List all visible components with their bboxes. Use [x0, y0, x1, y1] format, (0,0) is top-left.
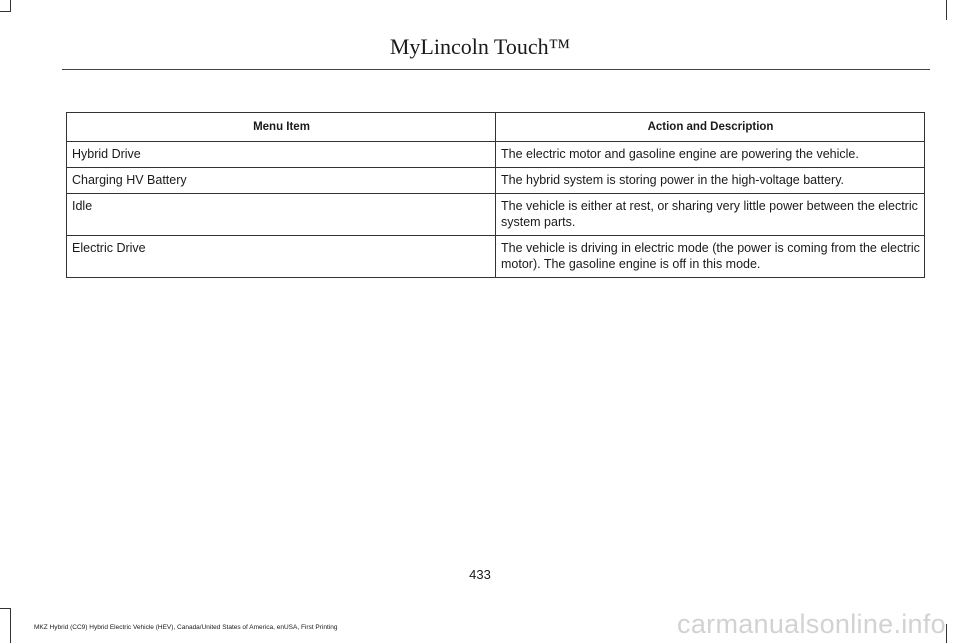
description-cell: The hybrid system is storing power in the high-voltage battery. — [496, 168, 925, 194]
column-header-menu-item: Menu Item — [67, 113, 496, 142]
menu-table — [66, 112, 925, 278]
column-header-description: Action and Description — [496, 113, 925, 142]
watermark-text: carmanualsonline.info — [677, 609, 946, 639]
crop-mark — [946, 624, 947, 643]
table-row — [67, 236, 925, 278]
page-number: 433 — [469, 567, 491, 582]
table-header-row — [67, 113, 925, 142]
crop-mark — [10, 608, 11, 643]
table-row — [67, 194, 925, 236]
description-cell: The vehicle is either at rest, or sharing very little power between the electric system parts. — [496, 194, 925, 236]
table-row — [67, 168, 925, 194]
header-divider — [62, 69, 930, 70]
menu-item-cell: Charging HV Battery — [67, 168, 496, 194]
page-title: MyLincoln Touch™ — [389, 34, 571, 59]
crop-mark — [0, 11, 11, 12]
description-cell: The electric motor and gasoline engine are powering the vehicle. — [496, 142, 925, 168]
crop-mark — [946, 0, 947, 20]
table-row — [67, 142, 925, 168]
menu-item-cell: Electric Drive — [67, 236, 496, 278]
crop-mark — [0, 608, 11, 609]
menu-item-cell: Idle — [67, 194, 496, 236]
menu-item-cell: Hybrid Drive — [67, 142, 496, 168]
description-cell: The vehicle is driving in electric mode (the power is coming from the electric motor). The gasoline engine is off in this mode. — [496, 236, 925, 278]
publication-footer: MKZ Hybrid (CC9) Hybrid Electric Vehicle (HEV), Canada/United States of America, enUSA, First Printing — [34, 624, 338, 631]
